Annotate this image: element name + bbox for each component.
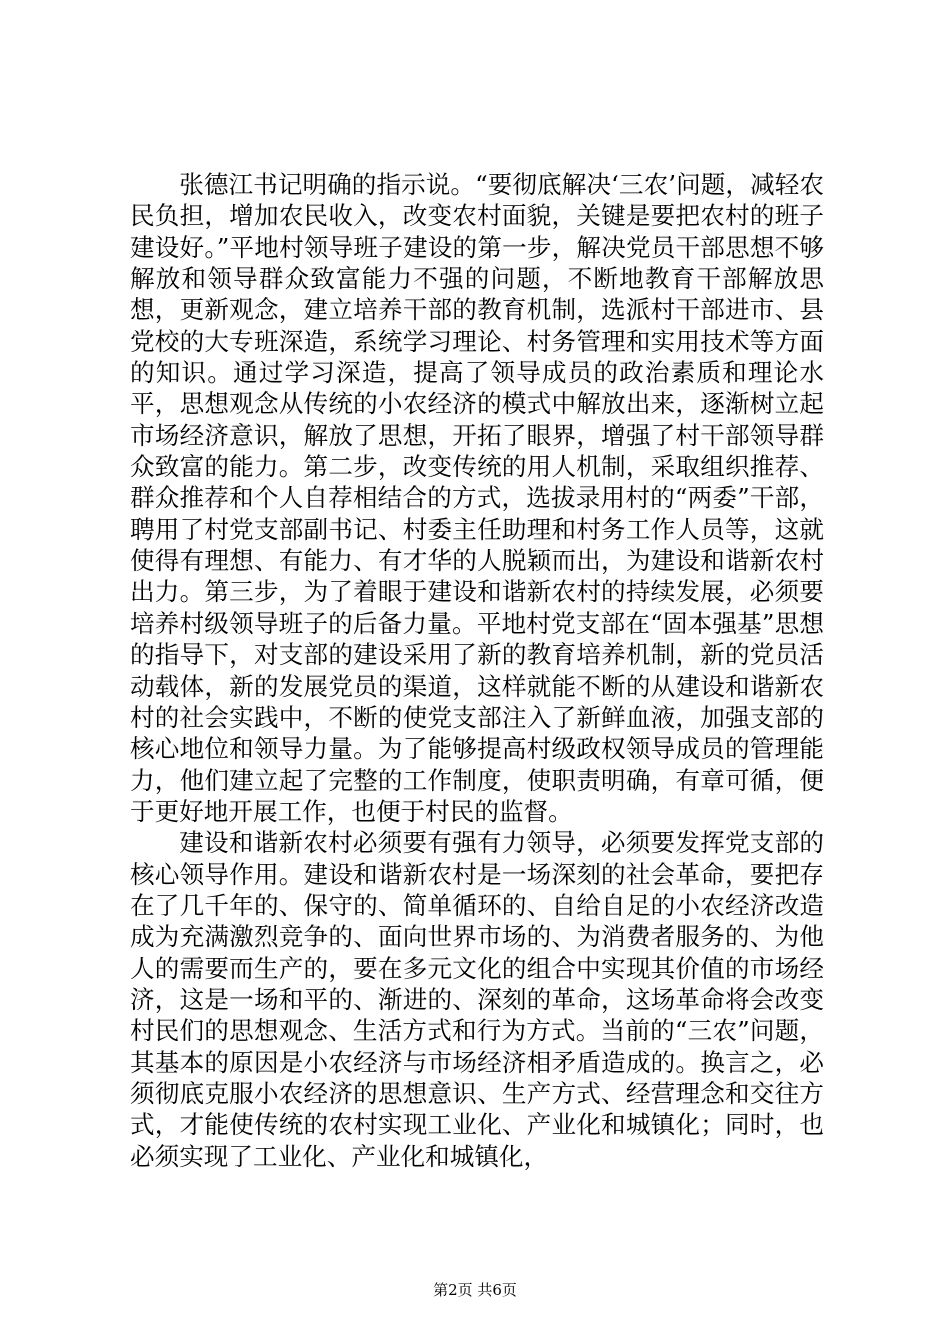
page-number-footer: 第2页 共6页 [433,1281,517,1299]
paragraph-1: 张德江书记明确的指示说。“要彻底解决‘三农’问题，减轻农民负担，增加农民收入，改变农村面貌，关键是要把农村的班子建设好。”平地村领导班子建设的第一步，解决党员干部思想不够解放和领导群众致富能力不强的问题，不断地教育干部解放思想，更新观念，建立培养干部的教育机制，选派村干部进市、县党校的大专班深造，系统学习理论、村务管理和实用技术等方面的知识。通过学习深造，提高了领导成员的政治素质和理论水平，思想观念从传统的小农经济的模式中解放出来，逐渐树立起市场经济意识，解放了思想，开拓了眼界，增强了村干部领导群众致富的能力。第二步，改变传统的用人机制，采取组织推荐、群众推荐和个人自荐相结合的方式，选拔录用村的“两委”干部，聘用了村党支部副书记、村委主任助理和村务工作人员等，这就使得有理想、有能力、有才华的人脱颖而出，为建设和谐新农村出力。第三步，为了着眼于建设和谐新农村的持续发展，必须要培养村级领导班子的后备力量。平地村党支部在“固本强基”思想的指导下，对支部的建设采用了新的教育培养机制，新的党员活动载体，新的发展党员的渠道，这样就能不断的从建设和谐新农村的社会实践中，不断的使党支部注入了新鲜血液，加强支部的核心地位和领导力量。为了能够提高村级政权领导成员的管理能力，他们建立起了完整的工作制度，使职责明确，有章可循，便于更好地开展工作，也便于村民的监督。 [130,170,824,826]
document-body [130,169,824,1172]
paragraph-2: 建设和谐新农村必须要有强有力领导，必须要发挥党支部的核心领导作用。建设和谐新农村是一场深刻的社会革命，要把存在了几千年的、保守的、简单循环的、自给自足的小农经济改造成为充满激烈竞争的、面向世界市场的、为消费者服务的、为他人的需要而生产的，要在多元文化的组合中实现其价值的市场经济，这是一场和平的、渐进的、深刻的革命，这场革命将会改变村民们的思想观念、生活方式和行为方式。当前的“三农”问题，其基本的原因是小农经济与市场经济相矛盾造成的。换言之，必须彻底克服小农经济的思想意识、生产方式、经营理念和交往方式，才能使传统的农村实现工业化、产业化和城镇化；同时，也必须实现了工业化、产业化和城镇化， [130,828,824,1171]
